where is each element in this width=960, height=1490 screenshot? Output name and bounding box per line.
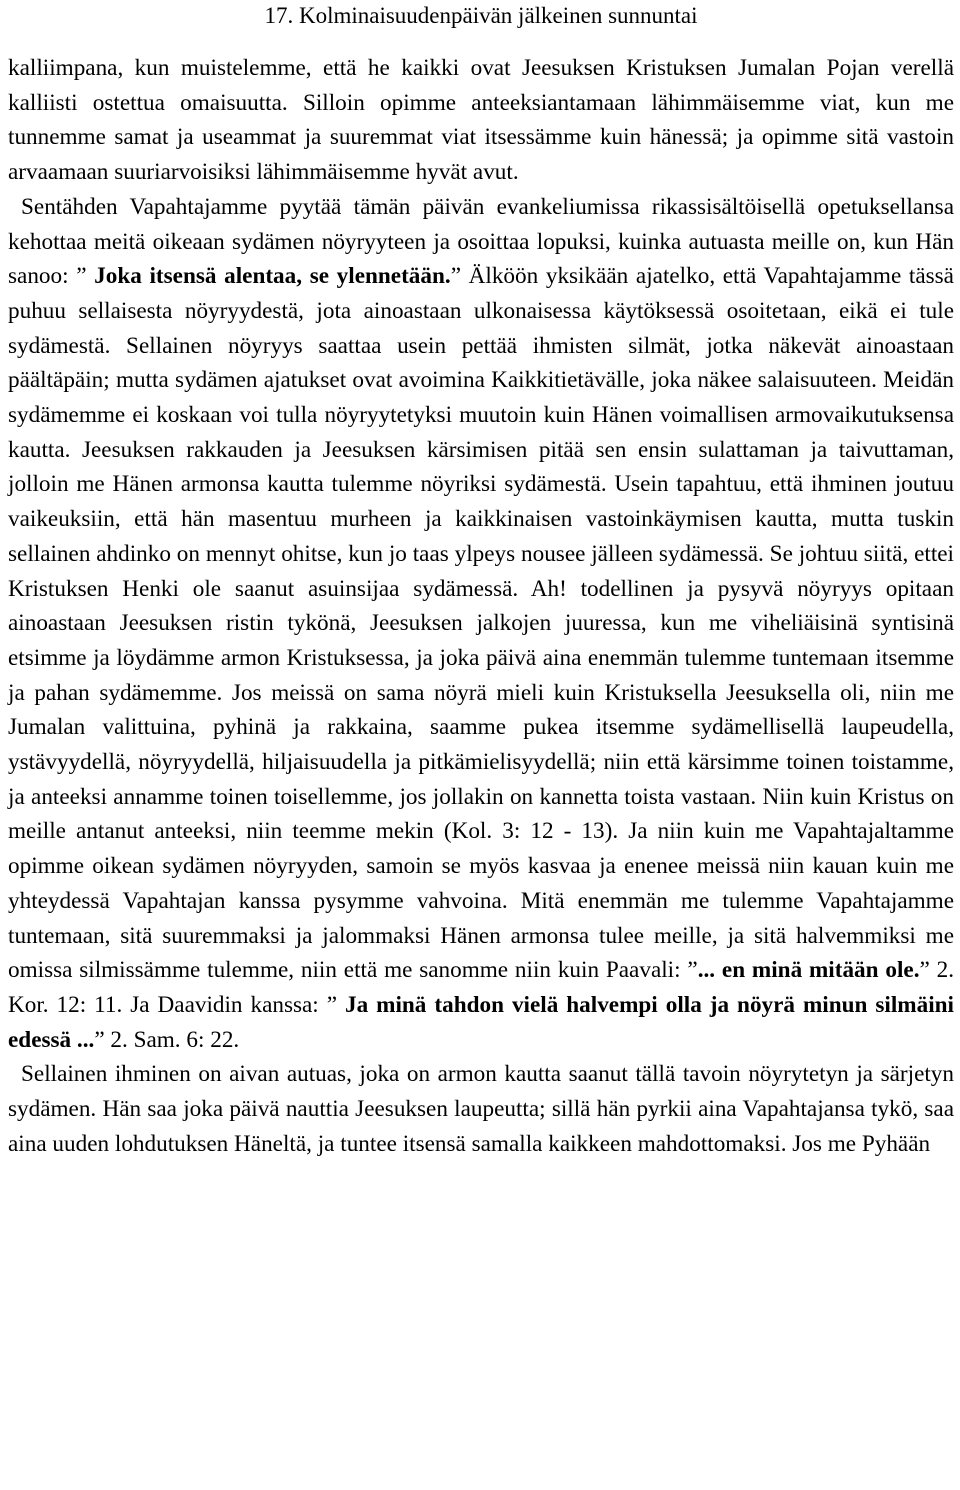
bible-quote-luke: Joka itsensä alentaa, se ylennetään. [94, 263, 451, 290]
document-page [8, 0, 954, 1162]
paragraph-2 [8, 190, 954, 1058]
paragraph-3: Sellainen ihminen on aivan autuas, joka on armon kautta saanut tällä tavoin nöyrytetyn ja särjetyn sydämen. Hän saa joka päivä nauttia Jeesuksen laupeutta; sillä hän pyrkii aina Vapahtajansa tykö, saa aina uuden lohdutuksen Häneltä, ja tuntee itsensä samalla kaikkeen mahdottomaksi. Jos me Pyhään [8, 1061, 954, 1157]
bible-quote-david: Ja minä tahdon vielä halvempi olla ja nöyrä minun silmäini edessä ... [8, 991, 955, 1053]
paragraph-2-text-a: Sentähden Vapahtajamme pyytää tämän päivän evankeliumissa rikassisältöisellä opetuksellansa kehottaa meitä oikeaan sydämen nöyryyteen ja osoittaa lopuksi, kuinka autuasta meille on, kun Hän sanoo: ” [8, 193, 954, 290]
paragraph-1: kalliimpana, kun muistelemme, että he kaikki ovat Jeesuksen Kristuksen Jumalan Pojan verellä kalliisti ostettua omaisuutta. Silloin opimme anteeksiantamaan lähimmäisemme viat, kun me tunnemme samat ja useammat ja suuremmat viat itsessämme kuin hänessä; ja opimme sitä vastoin arvaamaan suuriarvoisiksi lähimmäisemme hyvät avut. [8, 55, 954, 186]
paragraph-2-text-d: ” 2. Sam. 6: 22. [94, 1026, 240, 1053]
paragraph-2-text-c: ” 2. Kor. 12: 11. Ja Daavidin kanssa: ” [8, 957, 955, 1018]
paragraph-2-text-b: ” Älköön yksikään ajatelko, että Vapahtajamme tässä puhuu sellaisesta nöyryydestä, jota ainoastaan ulkonaisessa käytöksessä osoitetaan, eikä ei tule sydämestä. Sellainen nöyryys saattaa usein pettää ihmisten silmät, jotka näkevät ainoastaan päältäpäin; mutta sydämen ajatukset ovat avoimina Kaikkitietävälle, joka näkee salaisuuteen. Meidän sydämemme ei koskaan voi tulla nöyryytetyksi muutoin kuin Hänen voimallisen armovaikutuksensa kautta. Jeesuksen rakkauden ja Jeesuksen kärsimisen pitää sen ensin sulattaman ja taivuttaman, jolloin me Hänen armonsa kautta tulemme nöyriksi sydämestä. Usein tapahtuu, että ihminen joutuu vaikeuksiin, että hän masentuu murheen ja kaikkinaisen vastoinkäymisen kautta, mutta tuskin sellainen ahdinko on mennyt ohitse, kun jo taas ylpeys nousee jälleen sydämessä. Se johtuu siitä, ettei Kristuksen Henki ole saanut asuinsijaa sydämessä. Ah! todellinen ja pysyvä nöyryys opitaan ainoastaan Jeesuksen ristin tykönä, Jeesuksen jalkojen juuressa, kun me viheliäisinä syntisinä etsimme ja löydämme armon Kristuksessa, ja joka päivä aina enemmän tulemme tuntemaan itsemme ja pahan sydämemme. Jos meissä on sama nöyrä mieli kuin Kristuksella Jeesuksella oli, niin me Jumalan valittuina, pyhinä ja rakkaina, saamme pukea itsemme sydämellisellä laupeudella, ystävyydellä, nöyryydellä, hiljaisuudella ja pitkämielisyydellä; niin että kärsimme toinen toistamme, ja anteeksi annamme toinen toisellemme, jos jollakin on kannetta toista vastaan. Niin kuin Kristus on meille antanut anteeksi, niin teemme mekin (Kol. 3: 12 - 13). Ja niin kuin me Vapahtajaltamme opimme oikean sydämen nöyryyden, samoin se myös kasvaa ja enenee meissä niin kauan kuin me yhteydessä Vapahtajan kanssa pysymme vahvoina. Mitä enemmän me tulemme Vapahtajamme tuntemaan, sitä suuremmaksi ja jalommaksi Hänen armonsa tulee meille, ja sitä halvemmiksi me omissa silmissämme tulemme, niin että me sanomme niin kuin Paavali: ” [8, 263, 954, 984]
bible-quote-paul: ... en minä mitään ole. [697, 957, 920, 984]
page-header: 17. Kolminaisuudenpäivän jälkeinen sunnuntai [264, 3, 698, 28]
